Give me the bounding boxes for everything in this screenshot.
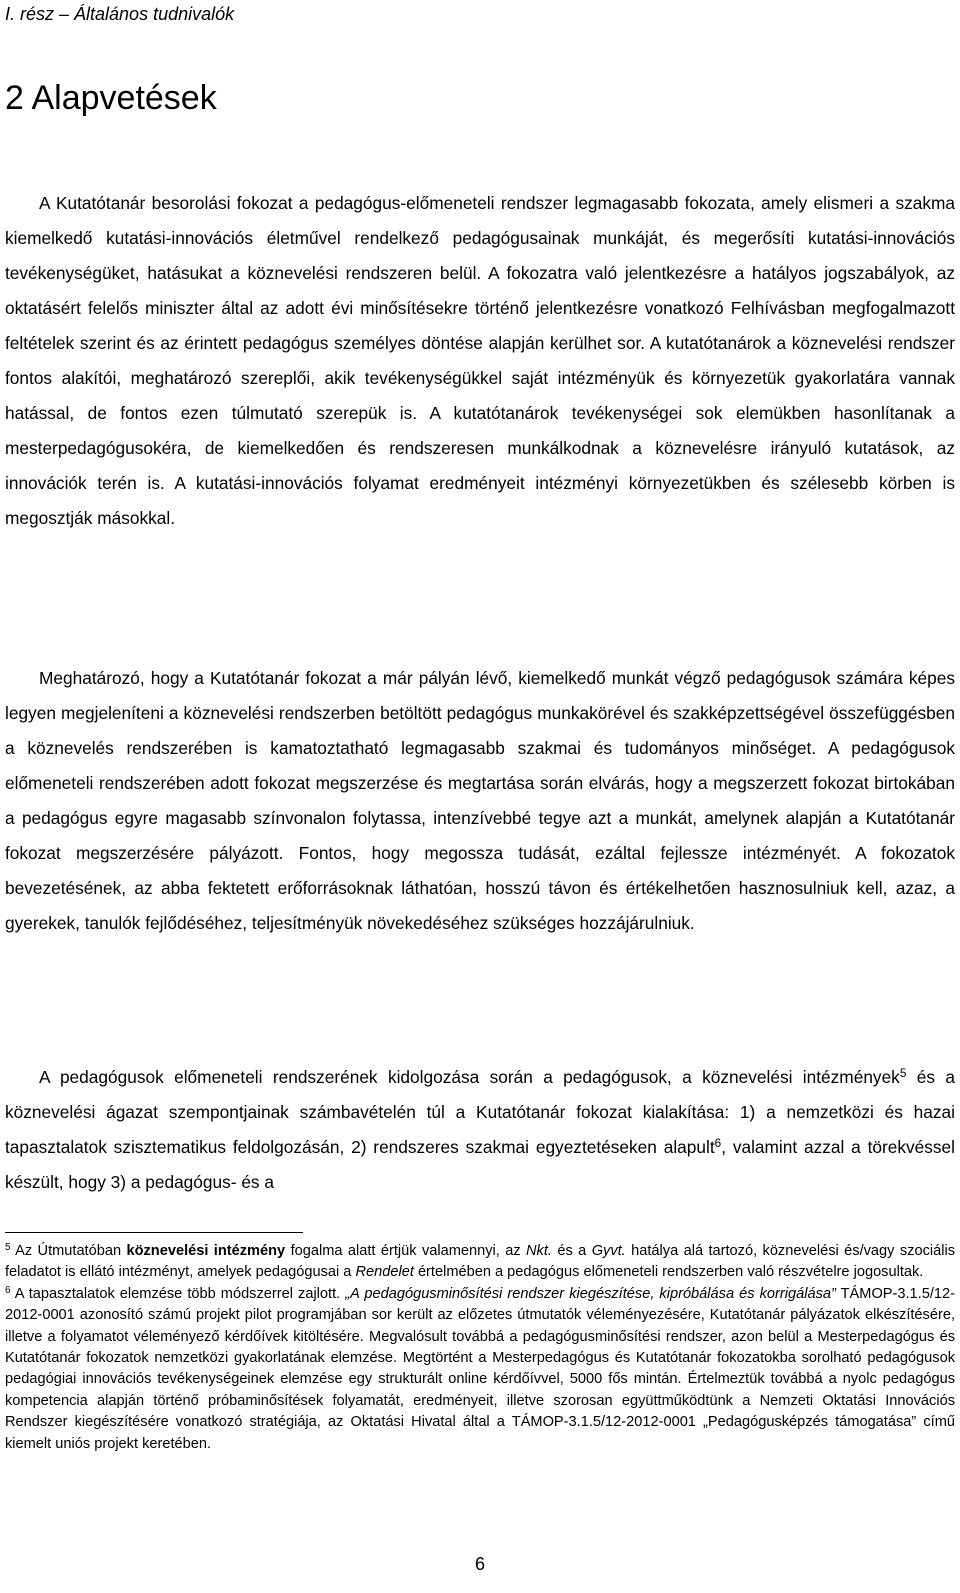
page-number: 6 (474, 1554, 485, 1574)
footnote-6 (5, 1284, 955, 1455)
footnote-6-project-title: „A pedagógusminősítési rendszer kiegészítése, kipróbálása és korrigálása” (345, 1285, 836, 1302)
footnote-5-text: és a (551, 1243, 592, 1259)
paragraph-1-text: A Kutatótanár besorolási fokozat a pedagógus-előmeneteli rendszer legmagasabb fokozata, amely elismeri a szakma kiemelkedő kutatási-innovációs életművel rendelkező pedagógusainak munkáját, és megerősíti kutatási-innovációs tevékenységüket, hatásukat a köznevelési rendszeren belül. A fokozatra való jelentkezésre a hatályos jogszabályok, az oktatásért felelős miniszter által az adott évi minősítésekre történő jelentkezésre vonatkozó Felhívásban megfogalmazott feltételek szerint és az érintett pedagógus személyes döntése alapján kerülhet sor. A kutatótanárok a köznevelési rendszer fontos alakítói, meghatározó szereplői, akik tevékenységükkel saját intézményük és környezetük gyakorlatára vannak hatással, de fontos ezen túlmutató szerepük is. A kutatótanárok tevékenységei sok elemükben hasonlítanak a mesterpedagógusokéra, de kiemelkedően és rendszeresen munkálkodnak a köznevelésre irányuló kutatások, az innovációk terén is. A kutatási-innovációs folyamat eredményeit intézményi környezetükben és szélesebb körben is megosztják másokkal. (5, 193, 955, 528)
footnote-5-number: 5 (5, 1242, 11, 1254)
paragraph-2-text: Meghatározó, hogy a Kutatótanár fokozat a már pályán lévő, kiemelkedő munkát végző pedagógusok számára képes legyen megjeleníteni a köznevelési rendszerben betöltött pedagógus munkakörével és szakképzettségével összefüggésben a köznevelés rendszerében is kamatoztatható legmagasabb szakmai és tudományos minőséget. A pedagógusok előmeneteli rendszerében adott fokozat megszerzése és megtartása során elvárás, hogy a megszerzett fokozat birtokában a pedagógus egyre magasabb színvonalon folytassa, intenzívebbé tegye azt a munkát, amelynek alapján a Kutatótanár fokozat megszerzésére pályázott. Fontos, hogy megossza tudását, ezáltal fejlessze intézményét. A fokozatok bevezetésének, az abba fektetett erőforrásoknak láthatóan, hosszú távon és értékelhetően hasznosulniuk kell, azaz, a gyerekek, tanulók fejlődéséhez, teljesítményük növekedéséhez szükséges hozzájárulniuk. (5, 668, 955, 933)
footnote-5-law-nkt: Nkt. (526, 1243, 552, 1259)
footnote-5-text: fogalma alatt értjük valamennyi, az (285, 1243, 527, 1259)
footnote-5-text: hatálya alá tartozó, köznevelési és/vagy szociális feladatot is ellátó intézményt, amelyek pedagógusai a (5, 1243, 955, 1281)
footnote-5 (5, 1241, 955, 1284)
footnote-separator (5, 1232, 303, 1233)
paragraph-2 (5, 661, 955, 941)
footnote-5-rendelet: Rendelet (355, 1264, 414, 1281)
paragraph-3 (5, 1060, 955, 1200)
paragraph-1 (5, 186, 955, 536)
paragraph-3-text-middle: és a köznevelési ágazat szempontjainak számbavételén túl a Kutatótanár fokozat kialakítása: 1) a nemzetközi és hazai tapasztalatok szisztematikus feldolgozásán, 2) rendszeres szakmai egyeztetéseken alapult (5, 1067, 955, 1157)
footnotes (5, 1241, 955, 1455)
paragraph-3-text-start: A pedagógusok előmeneteli rendszerének kidolgozása során a pedagógusok, a köznevelési intézmények (39, 1067, 900, 1087)
running-header: I. rész – Általános tudnivalók (5, 4, 235, 24)
chapter-title: 2 Alapvetések (5, 79, 217, 117)
footnote-5-law-gyvt: Gyvt. (591, 1243, 626, 1259)
footnote-5-text: Az Útmutatóban (10, 1243, 127, 1259)
footnote-6-number: 6 (5, 1284, 11, 1296)
footnote-5-term: köznevelési intézmény (126, 1243, 286, 1259)
paragraph-3-text-end: , valamint azzal a törekvéssel készült, hogy 3) a pedagógus- és a (5, 1137, 956, 1192)
footnote-ref-6[interactable]: 6 (714, 1137, 722, 1151)
footnote-ref-5[interactable]: 5 (899, 1067, 907, 1081)
footnote-5-text: értelmében a pedagógus előmeneteli rendszerben való részvételre jogosultak. (413, 1264, 924, 1281)
document-page (5, 0, 955, 1593)
footnote-6-text: TÁMOP-3.1.5/12-2012-0001 azonosító számú projekt pilot programjában sor került az előzetes útmutatók véleményezésére, Kutatótanár pályázatok elkészítésére, illetve a folyamatot véleményező kérdőívek kitöltésére. Megvalósult továbbá a pedagógusminősítési rendszer, azon belül a Mesterpedagógus és Kutatótanár fokozatok nemzetközi gyakorlatának elemzése. Megtörtént a Mesterpedagógus és Kutatótanár fokozatokba sorolható pedagógusok pedagógiai innovációs tevékenységeinek elemzése egy strukturált online kérdőívvel, 5000 fős mintán. Értelmeztük továbbá a nyolc pedagógus kompetencia alapján történő próbaminősítések folyamatát, eredményeit, illetve szorosan együttműködtünk a Nemzeti Oktatási Innovációs Rendszer kiegészítésére vonatkozó stratégiája, az Oktatási Hivatal által a TÁMOP-3.1.5/12-2012-0001 „Pedagógusképzés támogatása” című kiemelt uniós projekt keretében. (5, 1285, 955, 1452)
footnote-6-text: A tapasztalatok elemzése több módszerrel zajlott. (10, 1285, 346, 1302)
